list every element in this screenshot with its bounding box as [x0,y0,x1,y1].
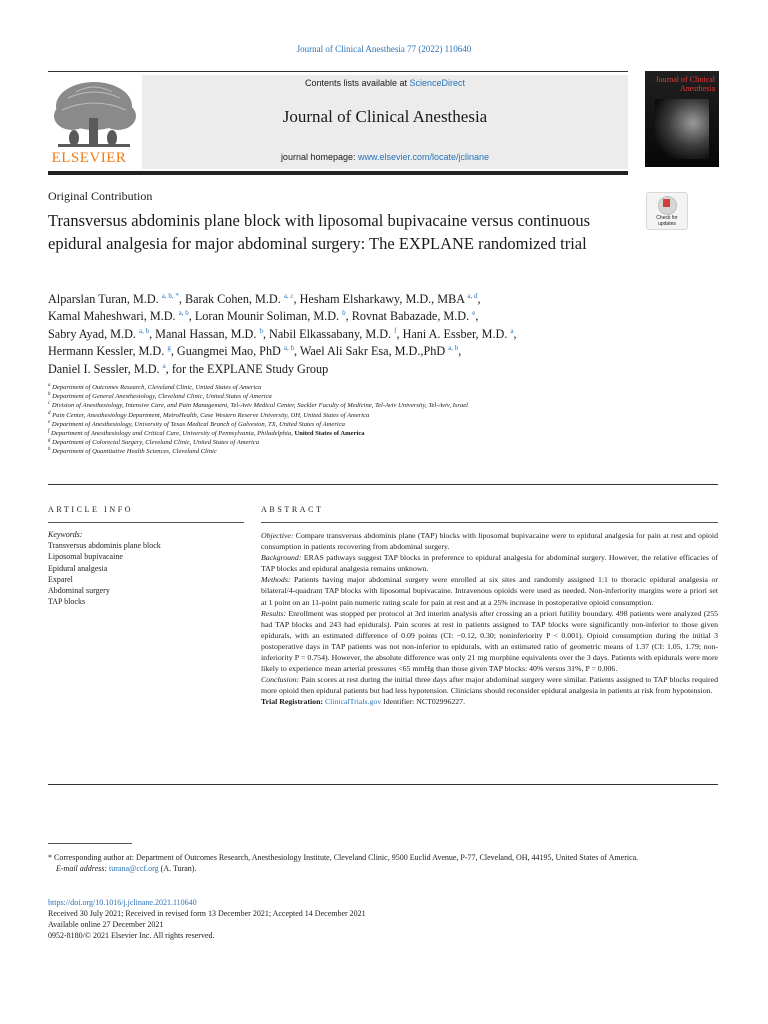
author-separator: , [188,309,195,324]
author-separator: , [458,344,462,359]
header-top-rule [48,71,628,72]
author-name: Rovnat Babazade, M.D. [351,309,473,324]
author-separator: , [262,326,270,341]
affiliation-text: Pain Center, Anesthesiology Department, MetroHealth, Case Western Reserve University, OH, United States of America [52,411,370,419]
affiliation-text: Division of Anesthesiology, Intensive Care, and Pain Management, Tel-Aviv Medical Center, Sackler Faculty of Medicine, Tel-Aviv University, Tel-Aviv, Israel [51,402,468,410]
received-dates: Received 30 July 2021; Received in revised form 13 December 2021; Accepted 14 December 2021 [48,908,366,918]
affiliation-key: e [48,419,51,425]
keyword-item: Liposomal bupivacaine [48,552,123,562]
author-name: Barak Cohen, M.D. [184,292,284,306]
author-separator: , [178,292,185,306]
header-bottom-rule [48,171,628,175]
cover-artwork [655,99,709,159]
author-entry [177,344,300,358]
abstract-background [261,552,718,574]
abstract-results [261,608,718,675]
author-separator: , [170,344,177,359]
affiliation-item [48,383,728,392]
keyword-item: Transversus abdominis plane block [48,541,161,551]
objective-label: Objective: [261,531,294,540]
author-separator: , [294,344,300,359]
abstract-body [261,530,718,708]
author-affiliation-marker[interactable]: b [259,326,263,335]
affiliation-item [48,411,728,420]
abstract-heading: ABSTRACT [261,505,324,514]
doi-link[interactable]: https://doi.org/10.1016/j.jclinane.2021.110640 [48,898,197,907]
author-entry [48,309,195,323]
publisher-logo-text: ELSEVIER [51,150,127,166]
copyright-line: 0952-8180/© 2021 Elsevier Inc. All rights reserved. [48,930,215,940]
abstract-conclusion [261,674,718,696]
trial-registration-label: Trial Registration: [261,697,324,707]
author-entry [185,292,300,306]
affiliation-item [48,429,728,438]
abstract-bottom-rule [48,784,718,785]
affiliation-item [48,447,728,456]
results-text: Enrollment was stopped per protocol at 3rd interim analysis after crossing an a priori futility boundary. 498 patients were analyzed (255 had TAP blocks and 243 had epidurals). Pain scores at rest in patients assigned to TAP blocks were significantly non-inferior to those given epidurals, with an estimated difference of 0.09 points (CI: −0.12, 0.30; noninferiority P < 0.001). Opioid consumption during the initial 3 postoperative days in TAP patients was not non-inferior to epidurals, with an estimated ratio of geometric means of 1.37 (CI: 1.05, 1.79; non-inferiority P = 0.754). However, the absolute difference was only 21 mg morphine equivalents over the 3 days. Patients with epidurals were more likely to experience mean arterial pressures <65 mmHg than those given TAP blocks: 40% versus 31%, P = 0.006. [261,608,718,674]
author-name: Nabil Elkassabany, M.D. [269,326,395,341]
corresponding-author-note: * Corresponding author at: Department of Outcomes Research, Anesthesiology Institute, Cleveland Clinic, 9500 Euclid Avenue, P-77, Cleveland, OH, 44195, United States of America. [48,853,639,862]
keyword-item: Exparel [48,574,73,584]
affiliation-item [48,401,728,410]
author-entry [48,362,328,376]
author-separator: , [513,326,517,341]
author-affiliation-marker[interactable]: a [510,326,514,335]
author-name: Hesham Elsharkawy, M.D., MBA [299,292,468,306]
contents-availability-line [142,78,628,88]
trial-registration-id: Identifier: NCT02996227. [381,697,466,707]
homepage-prefix: journal homepage: [280,152,358,162]
author-name: Kamal Maheshwari, M.D. [48,309,179,324]
author-list [48,291,668,378]
affiliation-key: c [48,401,51,407]
affiliation-list [48,383,728,457]
author-affiliation-marker[interactable]: a, b [448,344,459,353]
author-affiliation-marker[interactable]: g [167,344,171,353]
journal-cover-image[interactable] [645,71,719,167]
author-separator: , [149,326,156,341]
trial-registration [261,696,718,707]
affiliation-country-bold: United States of America [294,430,365,438]
author-entry [403,327,517,341]
article-info-heading: ARTICLE INFO [48,505,134,514]
author-separator: , [477,292,481,306]
affiliation-text: Department of Colorectal Surgery, Cleveland Clinic, United States of America [52,439,260,447]
affiliation-key: h [48,447,51,453]
email-line [48,863,718,874]
author-affiliation-marker[interactable]: a, d [467,292,478,300]
keywords-section [48,529,244,607]
methods-text: Patients having major abdominal surgery were enrolled at six sites and randomly assigned 1:1 to thoracic epidural analgesia or bilateral/4-quadrant TAP blocks with liposomal bupivacaine. Intravenous opioids were used as needed. Non-inferiority margins were a priori set at 1 point on an 11-point pain numeric rating scale for pain at rest and at a 25% increase in postoperative opioid consumption. [261,575,718,607]
article-title: Transversus abdominis plane block with liposomal bupivacaine versus continuous epidural analgesia for major abdominal surgery: The EXPLANE randomized trial [48,211,590,253]
author-entry [155,327,269,341]
author-name: Wael Ali Sakr Esa, M.D.,PhD [299,344,449,359]
background-text: ERAS pathways suggest TAP blocks in preference to epidural analgesia for abdominal surgery. However, the relative efficacies of TAP blocks and epidural analgesia remains unknown. [261,553,718,574]
check-for-updates-button[interactable] [646,192,688,230]
author-name: Alparslan Turan, M.D. [48,292,162,306]
author-separator: , [396,326,403,341]
clinicaltrials-link[interactable]: ClinicalTrials.gov [324,697,382,707]
author-entry [300,292,481,306]
author-affiliation-marker[interactable]: a, b, * [161,292,179,300]
author-affiliation-marker[interactable]: a, c [283,292,294,300]
journal-homepage-line [142,152,628,162]
affiliation-text: Department of Anesthesiology, University of Texas Medical Branch of Galveston, TX, United States of America [51,420,345,428]
author-separator: , [293,292,300,306]
affiliation-text: Department of Outcomes Research, Cleveland Clinic, United States of America [52,384,262,391]
keyword-item: TAP blocks [48,597,86,607]
author-entry [48,327,155,341]
affiliation-item [48,438,728,447]
footnote-rule [48,843,132,844]
sciencedirect-link[interactable]: ScienceDirect [409,78,466,88]
author-entry [352,309,479,323]
affiliation-text: Department of Quantitative Health Sciences, Cleveland Clinic [52,448,217,456]
affiliation-item [48,392,728,401]
bookmark-flag-icon [663,199,670,207]
cover-title: Journal of Clinical Anesthesia [655,75,715,93]
affiliation-text: Department of General Anesthesiology, Cleveland Clinic, United States of America [52,393,272,401]
background-label: Background: [261,553,302,563]
conclusion-label: Conclusion: [261,675,300,685]
author-affiliation-marker[interactable]: a, h [283,344,294,353]
journal-homepage-link[interactable]: www.elsevier.com/locate/jclinane [358,152,490,162]
affiliation-key: f [48,429,50,435]
author-name: Sabry Ayad, M.D. [48,326,139,341]
author-separator: , [345,309,352,324]
publication-info [48,898,718,942]
email-suffix: (A. Turan). [158,864,197,874]
author-name: Manal Hassan, M.D. [155,326,260,341]
abstract-methods [261,574,718,607]
affiliation-key: d [48,410,51,416]
affiliation-text: Department of Anesthesiology and Critical Care, University of Pennsylvania, Philadelphia, [51,430,295,438]
objective-text: Compare transversus abdominis plane (TAP) blocks with liposomal bupivacaine were to epidural analgesia for pain at rest and opioid consumption in patients recovering from abdominal surgery. [261,531,718,552]
article-info-rule [48,522,244,523]
author-entry [195,309,352,323]
affiliation-item [48,420,728,429]
available-online-date: Available online 27 December 2021 [48,919,164,929]
author-affiliation-marker[interactable]: a, b [138,326,150,335]
footnotes [48,852,718,874]
author-name: Hani A. Essber, M.D. [402,326,511,341]
keyword-item: Epidural analgesia [48,563,108,573]
contents-prefix: Contents lists available at [304,78,410,88]
author-affiliation-marker[interactable]: f [394,326,397,335]
author-affiliation-marker[interactable]: b [342,309,346,318]
author-entry [48,292,185,306]
email-label: E-mail address: [56,864,108,874]
author-separator: , for the EXPLANE Study Group [165,361,329,376]
author-affiliation-marker[interactable]: a [162,361,166,370]
abstract-objective [261,530,718,552]
author-name: Daniel I. Sessler, M.D. [48,361,163,376]
author-name: Hermann Kessler, M.D. [48,344,168,359]
keywords-label: Keywords: [48,530,83,539]
author-name: Guangmei Mao, PhD [176,344,284,359]
keyword-item: Abdominal surgery [48,586,110,596]
journal-title: Journal of Clinical Anesthesia [282,107,488,126]
affiliation-key: b [48,392,51,398]
check-for-updates-label: Check for updates [656,215,678,227]
author-entry [48,344,177,358]
author-name: Loran Mounir Soliman, M.D. [194,309,343,324]
abstract-rule [261,522,718,523]
author-entry [300,344,461,358]
affiliation-key: a [48,383,51,388]
article-info-top-rule [48,484,718,485]
author-affiliation-marker[interactable]: a, b [178,309,189,318]
article-type: Original Contribution [48,189,153,203]
results-label: Results: [261,608,287,618]
conclusion-text: Pain scores at rest during the initial three days after major abdominal surgery were similar. Patients assigned to TAP blocks required more opioid then epidural patients but had less hypotension. Clinicians should reconsider epidural analgesia in patients at risk from hypotension. [261,675,718,696]
methods-label: Methods: [261,575,291,585]
journal-citation-link[interactable]: Journal of Clinical Anesthesia 77 (2022) 110640 [296,44,472,54]
author-separator: , [475,309,479,324]
author-entry [269,327,403,341]
author-affiliation-marker[interactable]: e [472,309,476,318]
author-email-link[interactable]: turana@ccf.org [109,864,159,874]
affiliation-key: g [48,438,51,444]
